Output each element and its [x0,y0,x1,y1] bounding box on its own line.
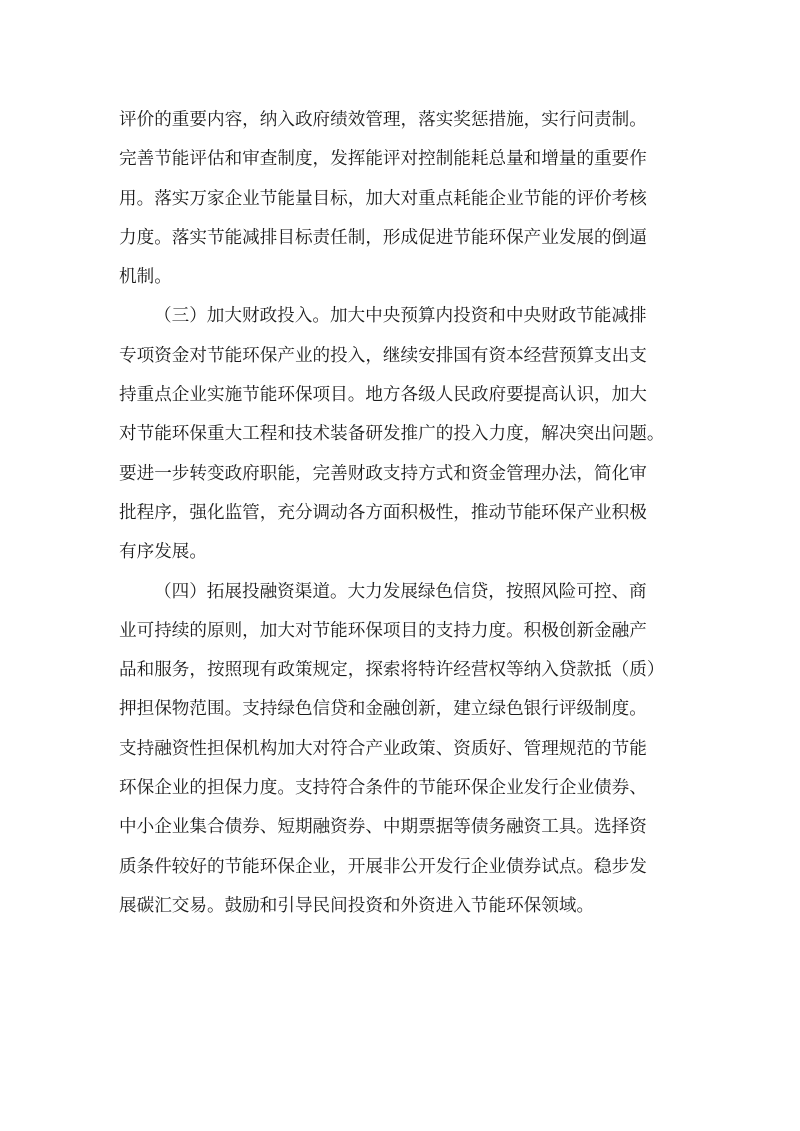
text-line: 押担保物范围。支持绿色信贷和金融创新，建立绿色银行评级制度。 [119,699,647,720]
text-line: （三）加大财政投入。加大中央预算内投资和中央财政节能减排 [154,306,647,327]
text-line: 品和服务，按照现有政策规定，探索将特许经营权等纳入贷款抵（质） [119,660,665,681]
text-line: 完善节能评估和审查制度，发挥能评对控制能耗总量和增量的重要作 [119,149,647,170]
text-line: 质条件较好的节能环保企业，开展非公开发行企业债券试点。稳步发 [119,856,647,877]
paragraph-performance-evaluation [119,101,703,297]
text-line: 展碳汇交易。鼓励和引导民间投资和外资进入节能环保领域。 [119,895,595,916]
text-line: 对节能环保重大工程和技术装备研发推广的投入力度，解决突出问题。 [119,424,665,445]
text-line: 有序发展。 [119,542,207,563]
text-line: 力度。落实节能减排目标责任制，形成促进节能环保产业发展的倒逼 [119,227,647,248]
paragraph-fiscal-investment [119,297,703,572]
text-line: 支持融资性担保机构加大对符合产业政策、资质好、管理规范的节能 [119,738,647,759]
text-line: 机制。 [119,267,172,288]
text-line: 持重点企业实施节能环保项目。地方各级人民政府要提高认识，加大 [119,385,647,406]
text-line: 批程序，强化监管，充分调动各方面积极性，推动节能环保产业积极 [119,502,647,523]
document-body [119,101,703,926]
text-line: 用。落实万家企业节能量目标，加大对重点耗能企业节能的评价考核 [119,188,647,209]
paragraph-financing-channels [119,573,703,927]
text-line: 业可持续的原则，加大对节能环保项目的支持力度。积极创新金融产 [119,620,647,641]
text-line: 专项资金对节能环保产业的投入，继续安排国有资本经营预算支出支 [119,345,647,366]
text-line: 评价的重要内容，纳入政府绩效管理，落实奖惩措施，实行问责制。 [119,110,647,130]
text-line: 中小企业集合债券、短期融资券、中期票据等债务融资工具。选择资 [119,817,647,838]
text-line: （四）拓展投融资渠道。大力发展绿色信贷，按照风险可控、商 [154,581,647,602]
text-line: 环保企业的担保力度。支持符合条件的节能环保企业发行企业债券、 [119,778,647,799]
text-line: 要进一步转变政府职能，完善财政支持方式和资金管理办法，简化审 [119,463,647,484]
